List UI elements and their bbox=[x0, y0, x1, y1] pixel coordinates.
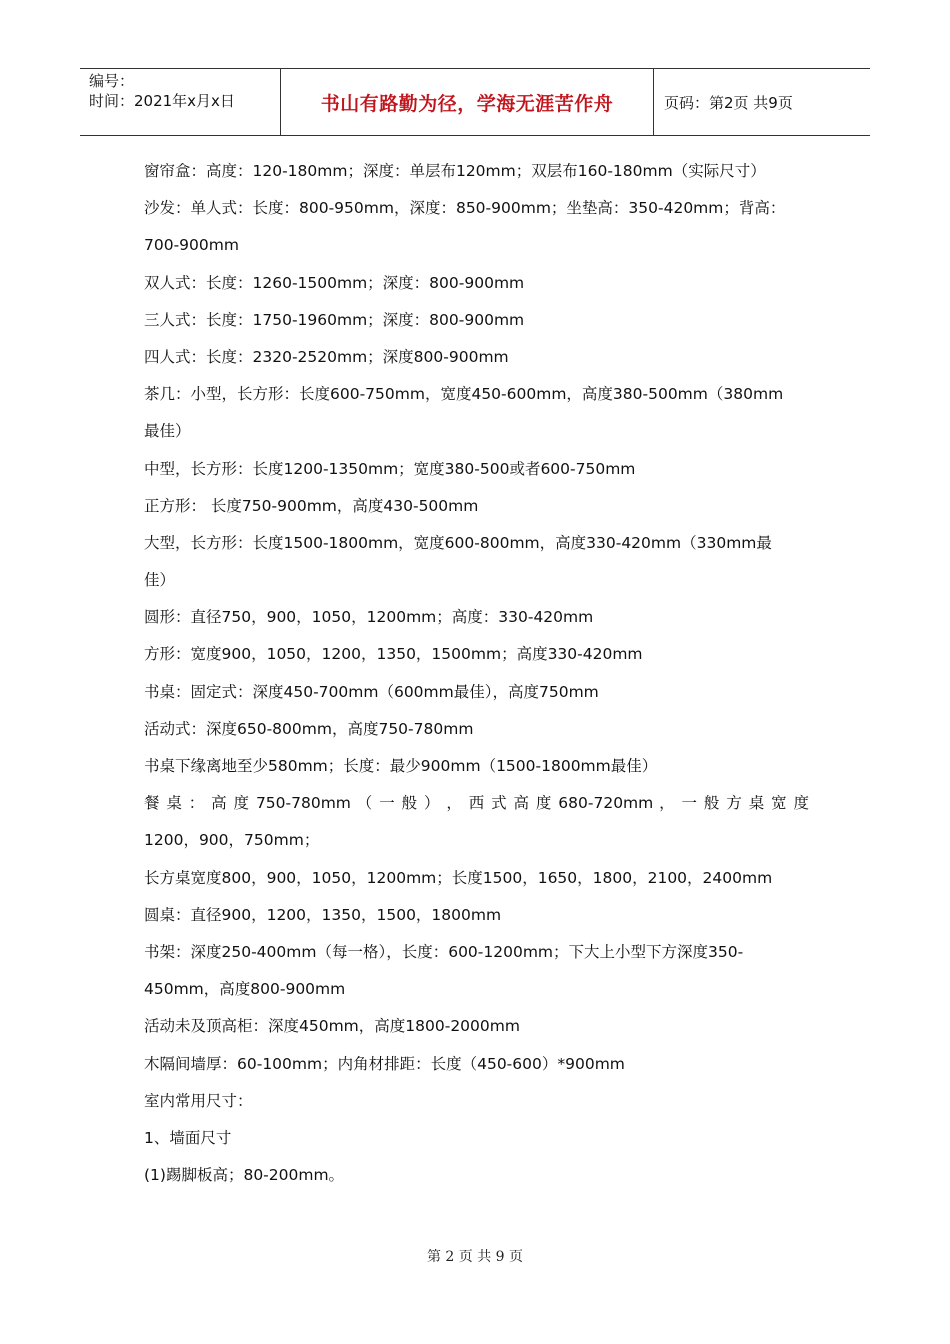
text-line: 活动未及顶高柜：深度450mm，高度1800-2000mm bbox=[144, 1017, 520, 1036]
header-meta bbox=[80, 69, 281, 135]
document-body bbox=[144, 155, 809, 1196]
text-line: 1、墙面尺寸 bbox=[144, 1128, 232, 1147]
text-line: 正方形： 长度750-900mm，高度430-500mm bbox=[144, 496, 479, 515]
motto-text: 书山有路勤为径，学海无涯苦作舟 bbox=[320, 92, 614, 115]
text-line: 书架：深度250-400mm（每一格），长度：600-1200mm；下大上小型下方深度350- bbox=[144, 942, 744, 961]
text-line: 佳） bbox=[144, 571, 176, 590]
footer-page-number: 第 2 页 共 9 页 bbox=[426, 1249, 524, 1265]
text-line: 圆形：直径750，900，1050，1200mm；高度：330-420mm bbox=[144, 608, 594, 627]
text-line: 室内常用尺寸： bbox=[144, 1091, 253, 1110]
text-line: 中型，长方形：长度1200-1350mm；宽度380-500或者600-750mm bbox=[144, 459, 636, 478]
text-line: 四人式：长度：2320-2520mm；深度800-900mm bbox=[144, 347, 509, 366]
text-line: 三人式：长度：1750-1960mm；深度：800-900mm bbox=[144, 310, 525, 329]
text-line: 书桌下缘离地至少580mm；长度：最少900mm（1500-1800mm最佳） bbox=[144, 757, 658, 775]
document-number-label: 编号： bbox=[89, 72, 135, 90]
text-line: 茶几：小型，长方形：长度600-750mm，宽度450-600mm，高度380-500mm（380mm bbox=[144, 385, 784, 404]
text-line: 450mm，高度800-900mm bbox=[144, 980, 346, 999]
page-header bbox=[80, 68, 870, 136]
text-line: 大型，长方形：长度1500-1800mm，宽度600-800mm，高度330-420mm（330mm最 bbox=[144, 533, 772, 552]
text-line: 圆桌：直径900，1200，1350，1500，1800mm bbox=[144, 905, 502, 924]
text-line: 木隔间墙厚：60-100mm；内角材排距：长度（450-600）*900mm bbox=[144, 1054, 625, 1073]
text-line: 1200，900，750mm； bbox=[144, 831, 320, 850]
header-page-info bbox=[654, 69, 870, 135]
text-line: 书桌：固定式：深度450-700mm（600mm最佳），高度750mm bbox=[144, 682, 599, 701]
text-line: 最佳） bbox=[144, 422, 191, 441]
text-line: 餐 桌 ： 高 度 750-780mm （ 一 般 ） ， 西 式 高 度 680-720mm ， 一 般 方 桌 宽 度 bbox=[144, 794, 809, 813]
text-line: 沙发：单人式：长度：800-950mm，深度：850-900mm；坐垫高：350-420mm；背高： bbox=[144, 199, 786, 218]
text-line: 双人式：长度：1260-1500mm；深度：800-900mm bbox=[144, 273, 525, 292]
page-info-text: 页码：第2页 共9页 bbox=[664, 93, 793, 112]
document-time: 时间：2021年x月x日 bbox=[89, 92, 235, 110]
page-footer bbox=[0, 1246, 950, 1266]
text-line: 方形：宽度900，1050，1200，1350，1500mm；高度330-420mm bbox=[144, 645, 643, 664]
text-line: 活动式：深度650-800mm，高度750-780mm bbox=[144, 719, 474, 738]
header-motto bbox=[281, 69, 654, 135]
text-line: 长方桌宽度800，900，1050，1200mm；长度1500，1650，1800，2100，2400mm bbox=[144, 868, 773, 887]
text-line: (1)踢脚板高；80-200mm。 bbox=[144, 1166, 345, 1185]
text-line: 700-900mm bbox=[144, 236, 239, 255]
text-line: 窗帘盒：高度：120-180mm；深度：单层布120mm；双层布160-180mm（实际尺寸） bbox=[144, 162, 766, 180]
